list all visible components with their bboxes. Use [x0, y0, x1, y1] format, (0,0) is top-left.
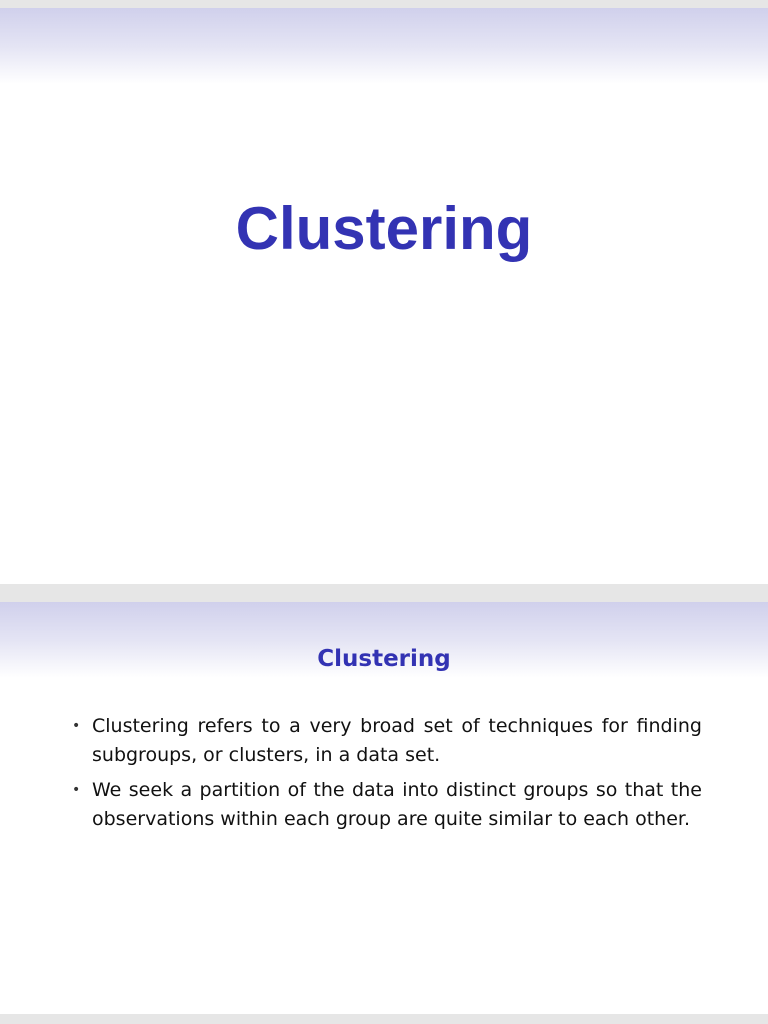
slide-title-heading: Clustering	[235, 195, 533, 262]
bullet-dot-icon: •	[72, 782, 81, 798]
slide-title	[0, 8, 768, 584]
bullet-item	[70, 712, 702, 770]
slide-content	[0, 602, 768, 1014]
header-band	[0, 8, 768, 84]
page-gap-between-slides	[0, 584, 768, 602]
page-gap-bottom	[0, 1014, 768, 1024]
page-gap-top	[0, 0, 768, 8]
bullet-text: We seek a partition of the data into distinct groups so that the observations within each group are quite similar to each other.	[92, 779, 702, 830]
bullet-dot-icon: •	[72, 718, 81, 734]
bullet-text: Clustering refers to a very broad set of techniques for finding subgroups, or clusters, in a data set.	[92, 715, 702, 766]
bullet-list	[70, 712, 702, 840]
slide-content-heading: Clustering	[317, 646, 451, 672]
bullet-item	[70, 776, 702, 834]
